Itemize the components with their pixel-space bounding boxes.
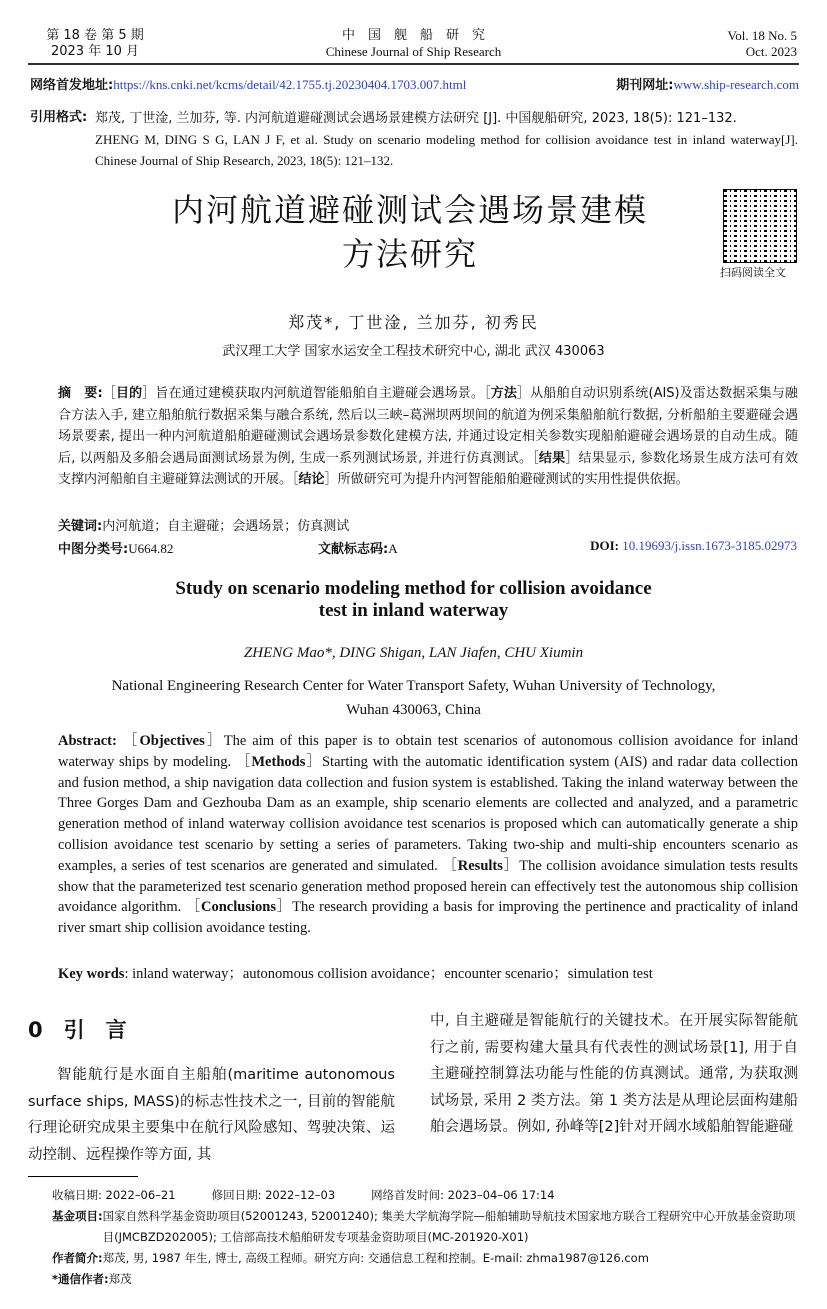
online-address <box>30 77 466 94</box>
online-url-link[interactable]: https://kns.cnki.net/kcms/detail/42.1755.tj.20230404.1703.007.html <box>113 77 467 92</box>
online-label: 网络首发地址: <box>30 78 114 93</box>
footnotes <box>52 1185 797 1290</box>
affiliation-cn: 武汉理工大学 国家水运安全工程技术研究中心, 湖北 武汉 430063 <box>222 344 605 359</box>
title-en-line2: test in inland waterway <box>318 600 509 621</box>
issue-en <box>728 28 797 60</box>
authors-en: ZHENG Mao*, DING Shigan, LAN Jiafen, CHU Xiumin <box>243 645 584 661</box>
section-title: 引 言 <box>63 1018 127 1042</box>
header-rule <box>28 63 799 65</box>
qr-code[interactable] <box>724 190 796 262</box>
received-date: 收稿日期: 2022–06–21 <box>52 1188 176 1202</box>
journal-en: Chinese Journal of Ship Research <box>325 44 502 59</box>
date-cn: 2023 年 10 月 <box>50 44 140 59</box>
objective-tag: 目的 <box>115 386 143 401</box>
keywords-en-label: Key words <box>58 966 125 982</box>
qr-caption: 扫码阅读全文 <box>720 266 786 279</box>
clc-value: U664.82 <box>128 541 174 556</box>
keywords-en-text: : inland waterway；autonomous collision avoidance；encounter scenario；simulation test <box>124 966 653 982</box>
online-date: 网络首发时间: 2023–04–06 17:14 <box>371 1188 555 1202</box>
conclusions-text-en: The research providing a basis for improving the pertinence and practicality of inland river smart ship collision avoidance testing. <box>58 899 799 937</box>
bio-text: 郑茂, 男, 1987 年生, 博士, 高级工程师。研究方向: 交通信息工程和控制。E-mail: zhma1987@126.com <box>102 1251 649 1265</box>
body-right-column: 中, 自主避碰是智能航行的关键技术。在开展实际智能航行之前, 需要构建大量具有代表性的测试场景[1], 用于自主避碰控制算法功能与性能的仿真测试。通常, 为获取测试场景, 采用 2 类方法。第 1 类方法是从理论层面构建船舶会遇场景。例如, 孙峰等[2]针对开阔水域船舶智能避碰 <box>430 1013 798 1135</box>
title-en <box>0 578 827 622</box>
abstract-en: Abstract: ［Objectives］The aim of this paper is to obtain test scenarios of autonomous collision avoidance for inland waterway ships by modeling. ［Methods］Starting with the automatic identification system (AIS) and radar data collection and fusion method, a ship navigation data collection and fusion system is established. Taking the inland waterway between the Three Gorges Dam and Gezhouba Dam as an example, ship scenario elements are collected and analyzed, and a parametric generation method of inland waterway collision avoidance test scenarios is proposed which can automatically generate a ship collision avoidance test scenario by setting a series of parameters. Taking two-ship and multi-ship encounters scenario as examples, a series of test scenarios are generated and simulated. ［Results］The collision avoidance simulation tests results show that the parameterized test scenario generation method proposed herein can effectively test the autonomous ship collision avoidance algorithm. ［Conclusions］The research providing a basis for improving the pertinence and practicality of inland river smart ship collision avoidance testing. <box>58 733 799 937</box>
abstract-en-label: Abstract: <box>58 733 117 749</box>
clc-label: 中图分类号: <box>58 542 129 557</box>
issue-cn <box>40 28 150 60</box>
title-en-line1: Study on scenario modeling method for collision avoidance <box>175 578 652 599</box>
doc-value: A <box>388 541 398 556</box>
affiliation-en-line2: Wuhan 430063, China <box>346 702 481 718</box>
date-en: Oct. 2023 <box>745 44 797 59</box>
title-cn-line2: 方法研究 <box>341 235 478 273</box>
abstract-cn-label: 摘 要: <box>58 386 103 401</box>
affiliation-en-line1: National Engineering Research Center for Water Transport Safety, Wuhan University of Technology, <box>111 678 716 694</box>
volume-en: Vol. 18 No. 5 <box>727 28 797 43</box>
doi-link[interactable]: 10.19693/j.issn.1673-3185.02973 <box>622 538 797 553</box>
authors-cn: 郑茂*, 丁世淦, 兰加芬, 初秀民 <box>288 313 539 332</box>
conclusions-tag: 结论 <box>298 472 325 487</box>
journal-site <box>616 77 799 94</box>
revised-date: 修回日期: 2022–12–03 <box>211 1188 336 1202</box>
citation-cn: 郑茂, 丁世淦, 兰加芬, 等. 内河航道避碰测试会遇场景建模方法研究 [J]. 中国舰船研究, 2023, 18(5): 121–132. <box>95 111 737 126</box>
abstract-cn: 摘 要:［目的］旨在通过建模获取内河航道智能船舶自主避碰会遇场景。［方法］从船舶自动识别系统(AIS)及雷达数据采集与融合方法入手, 建立船舶航行数据采集与融合系统, 然后以三峡–葛洲坝两坝间的航道为例采集船舶航行数据, 分析船舶主要避碰会遇场景要素, 提出一种内河航道船舶避碰测试会遇场景参数化建模方法, 并通过设定相关参数实现船舶避碰会遇场景的自动生成。随后, 以两船及多船会遇局面测试场景为例, 生成一系列测试场景, 并进行仿真测试。［结果］结果显示, 参数化场景生成方法可有效支撑内河船舶自主避碰算法测试的开展。［结论］所做研究可为提升内河智能船舶避碰测试的实用性提供依据。 <box>58 386 798 487</box>
results-text-en: The collision avoidance simulation tests results show that the parameterized test scenario generation method proposed herein can effectively test the autonomous ship collision avoidance algorithm. <box>58 857 799 916</box>
title-cn <box>100 188 720 276</box>
journal-cn: 中 国 舰 船 研 究 <box>341 28 485 43</box>
citation-label: 引用格式: <box>30 110 88 125</box>
methods-text-en: Starting with the automatic identification system (AIS) and radar data collection and fusion method, a ship navigation data collection and fusion system is established. Taking the inland waterway between the Three Gorges Dam and Gezhouba Dam as an example, ship scenario elements are collected and analyzed, and a parametric generation method of inland waterway collision avoidance test scenarios is proposed which can automatically generate a ship collision avoidance test scenario by setting a series of parameters. Taking two-ship and multi-ship encounters scenario as examples, a series of test scenarios are generated and simulated. <box>58 753 799 874</box>
conclusions-text: 所做研究可为提升内河智能船舶避碰测试的实用性提供依据。 <box>337 472 689 487</box>
clc <box>58 538 173 557</box>
site-label: 期刊网址: <box>616 78 674 93</box>
body-left-column: 智能航行是水面自主船舶(maritime autonomous surface ships, MASS)的标志性技术之一, 目前的智能航行理论研究成果主要集中在航行风险感知、驾驶决策、运动控制、远程操作等方面, 其 <box>28 1067 395 1163</box>
doc-code <box>318 538 398 557</box>
affiliation-en <box>0 674 827 722</box>
keywords-en <box>58 962 653 983</box>
methods-tag-en: Methods <box>251 753 306 770</box>
volume-cn: 第 18 卷 第 5 期 <box>46 28 144 43</box>
results-text: 结果显示, 参数化场景生成方法可有效支撑内河船舶自主避碰算法测试的开展。 <box>58 450 798 487</box>
bio-label: 作者简介: <box>52 1251 103 1265</box>
fund-label: 基金项目: <box>52 1209 103 1223</box>
corresponding-author: 郑茂 <box>108 1272 132 1286</box>
journal-name <box>280 28 547 60</box>
citation <box>95 108 798 171</box>
corresponding-label: *通信作者: <box>52 1272 109 1286</box>
keywords-cn-label: 关键词: <box>58 519 103 534</box>
doi <box>590 538 797 554</box>
title-cn-line1: 内河航道避碰测试会遇场景建模 <box>171 191 648 229</box>
section-heading <box>28 1014 127 1044</box>
doc-label: 文献标志码: <box>318 542 389 557</box>
keywords-cn <box>58 515 349 534</box>
objective-text: 旨在通过建模获取内河航道智能船舶自主避碰会遇场景。 <box>155 386 485 401</box>
results-tag-en: Results <box>457 857 503 874</box>
objectives-text-en: The aim of this paper is to obtain test scenarios of autonomous collision avoidance for inland waterway ships by modeling. <box>58 733 798 770</box>
fund-text: 国家自然科学基金资助项目(52001243, 52001240); 集美大学航海学院—船舶辅助导航技术国家地方联合工程研究中心开放基金资助项目(JMCBZD202005); 工信部高技术船舶研发专项基金资助项目(MC-201920-X01) <box>102 1209 796 1244</box>
methods-text: 从船舶自动识别系统(AIS)及雷达数据采集与融合方法入手, 建立船舶航行数据采集与融合系统, 然后以三峡–葛洲坝两坝间的航道为例采集船舶航行数据, 分析船舶主要避碰会遇场景要素, 提出一种内河航道船舶避碰测试会遇场景参数化建模方法, 并通过设定相关参数实现船舶避碰会遇场景的自动生成。随后, 以两船及多船会遇局面测试场景为例, 生成一系列测试场景, 并进行仿真测试。 <box>58 386 798 466</box>
site-url-link[interactable]: www.ship-research.com <box>673 77 799 92</box>
methods-tag: 方法 <box>490 386 518 401</box>
footnote-rule <box>28 1176 138 1177</box>
citation-en: ZHENG M, DING S G, LAN J F, et al. Study on scenario modeling method for collision avoidance test in inland waterway[J]. Chinese Journal of Ship Research, 2023, 18(5): 121–132. <box>95 132 798 168</box>
conclusions-tag-en: Conclusions <box>201 899 276 916</box>
keywords-cn-text: 内河航道；自主避碰；会遇场景；仿真测试 <box>102 519 350 534</box>
objectives-tag-en: Objectives <box>139 733 205 749</box>
doi-label: DOI: <box>590 538 619 553</box>
results-tag: 结果 <box>538 450 566 466</box>
section-number: 0 <box>28 1018 43 1042</box>
